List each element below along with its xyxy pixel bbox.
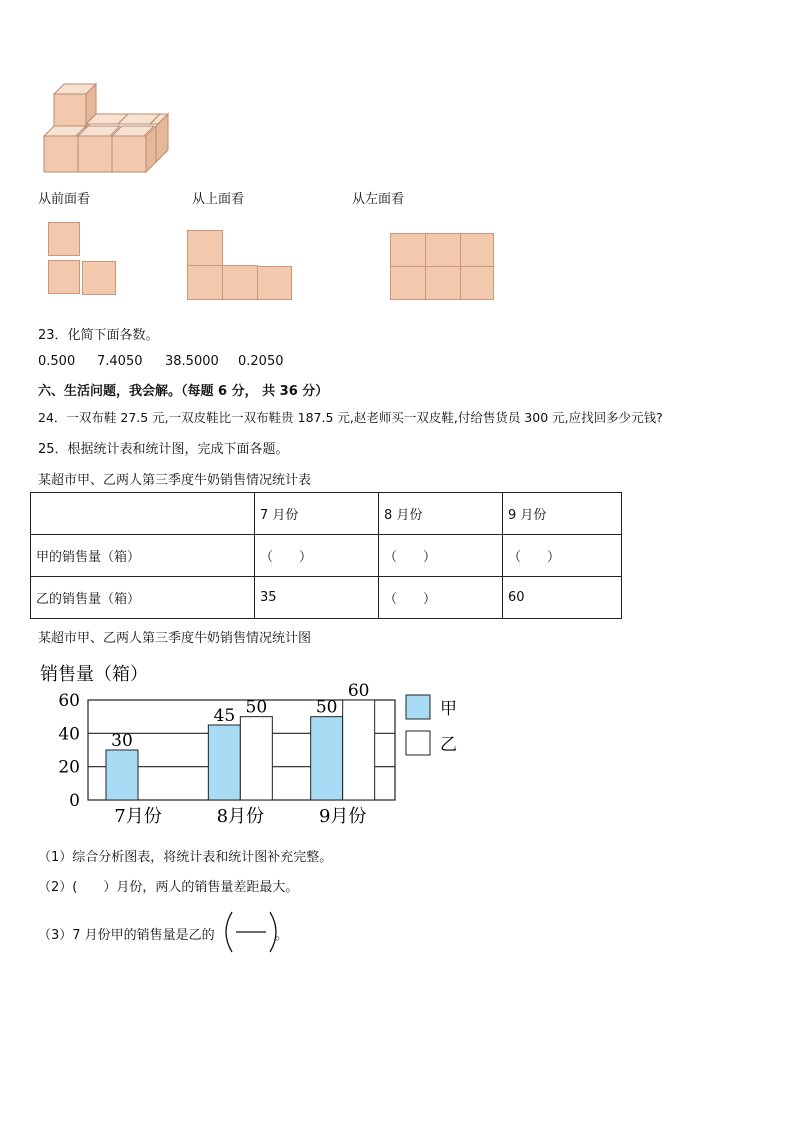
table-cell: 35 — [255, 577, 379, 619]
top-view-label: 从上面看 — [192, 192, 245, 207]
q23-number-2: 7.4050 — [97, 354, 143, 369]
table-cell: （ ） — [379, 535, 503, 577]
chart-ytick-label: 60 — [58, 691, 80, 711]
chart-ylabel: 销售量（箱） — [40, 664, 148, 685]
table-header-cell: 9 月份 — [503, 493, 622, 535]
table-header-cell — [31, 493, 255, 535]
table-cell: 60 — [503, 577, 622, 619]
table-cell: 乙的销售量（箱） — [31, 577, 255, 619]
q25-sub3-suffix: 。 — [275, 928, 289, 943]
q25-text: 25．根据统计表和统计图，完成下面各题。 — [38, 442, 289, 457]
cube-stack-figure — [40, 80, 175, 175]
chart-bar-甲 — [311, 717, 343, 800]
chart-ytick-label: 20 — [58, 757, 80, 778]
chart-data-label: 60 — [347, 681, 370, 701]
chart-category-label: 7月份 — [114, 806, 162, 827]
legend-swatch-乙 — [406, 731, 430, 755]
fraction-blank-icon — [222, 908, 282, 956]
chart-bar-乙 — [343, 700, 375, 800]
table-cell: 甲的销售量（箱） — [31, 535, 255, 577]
chart-data-label: 30 — [111, 731, 133, 751]
chart-category-label: 8月份 — [216, 806, 265, 827]
chart-data-label: 45 — [213, 706, 236, 726]
chart-bar-甲 — [208, 725, 240, 800]
chart-ytick-label: 40 — [58, 724, 80, 745]
front-view-label: 从前面看 — [38, 192, 91, 207]
table-header-cell: 8 月份 — [379, 493, 503, 535]
legend-label: 乙 — [440, 735, 457, 755]
chart-caption: 某超市甲、乙两人第三季度牛奶销售情况统计图 — [38, 631, 312, 646]
q25-sub1: （1）综合分析图表，将统计表和统计图补充完整。 — [38, 850, 333, 865]
stats-table — [30, 492, 622, 619]
q23-number-3: 38.5000 — [165, 354, 219, 369]
q25-sub2: （2）( ）月份，两人的销售量差距最大。 — [38, 880, 299, 895]
table-cell: （ ） — [379, 577, 503, 619]
legend-label: 甲 — [440, 699, 457, 719]
section6-title: 六、生活问题，我会解。（每题 6 分， 共 36 分） — [38, 384, 329, 399]
chart-data-label: 50 — [245, 697, 268, 718]
table-caption: 某超市甲、乙两人第三季度牛奶销售情况统计表 — [38, 473, 312, 488]
q23-title: 23．化简下面各数。 — [38, 328, 159, 343]
table-row — [31, 535, 622, 577]
chart-data-label: 50 — [315, 697, 338, 718]
chart-category-label: 9月份 — [318, 806, 367, 827]
q24-text: 24．一双布鞋 27.5 元,一双皮鞋比一双布鞋贵 187.5 元,赵老师买一双皮鞋,付给售货员 300 元,应找回多少元钱? — [38, 410, 663, 425]
chart-bar-甲 — [106, 750, 138, 800]
left-view-label: 从左面看 — [352, 192, 405, 207]
q23-number-4: 0.2050 — [238, 354, 284, 369]
q23-number-1: 0.500 — [38, 354, 76, 369]
q25-sub3-prefix: （3）7 月份甲的销售量是乙的 — [38, 928, 215, 943]
chart-bar-乙 — [240, 717, 272, 800]
q25-sub3 — [38, 924, 215, 943]
legend-swatch-甲 — [406, 695, 430, 719]
table-cell: （ ） — [255, 535, 379, 577]
table-header-row — [31, 493, 622, 535]
chart-ytick-label: 0 — [69, 791, 80, 811]
table-header-cell: 7 月份 — [255, 493, 379, 535]
table-cell: （ ） — [503, 535, 622, 577]
table-row — [31, 577, 622, 619]
sales-bar-chart — [30, 655, 470, 835]
